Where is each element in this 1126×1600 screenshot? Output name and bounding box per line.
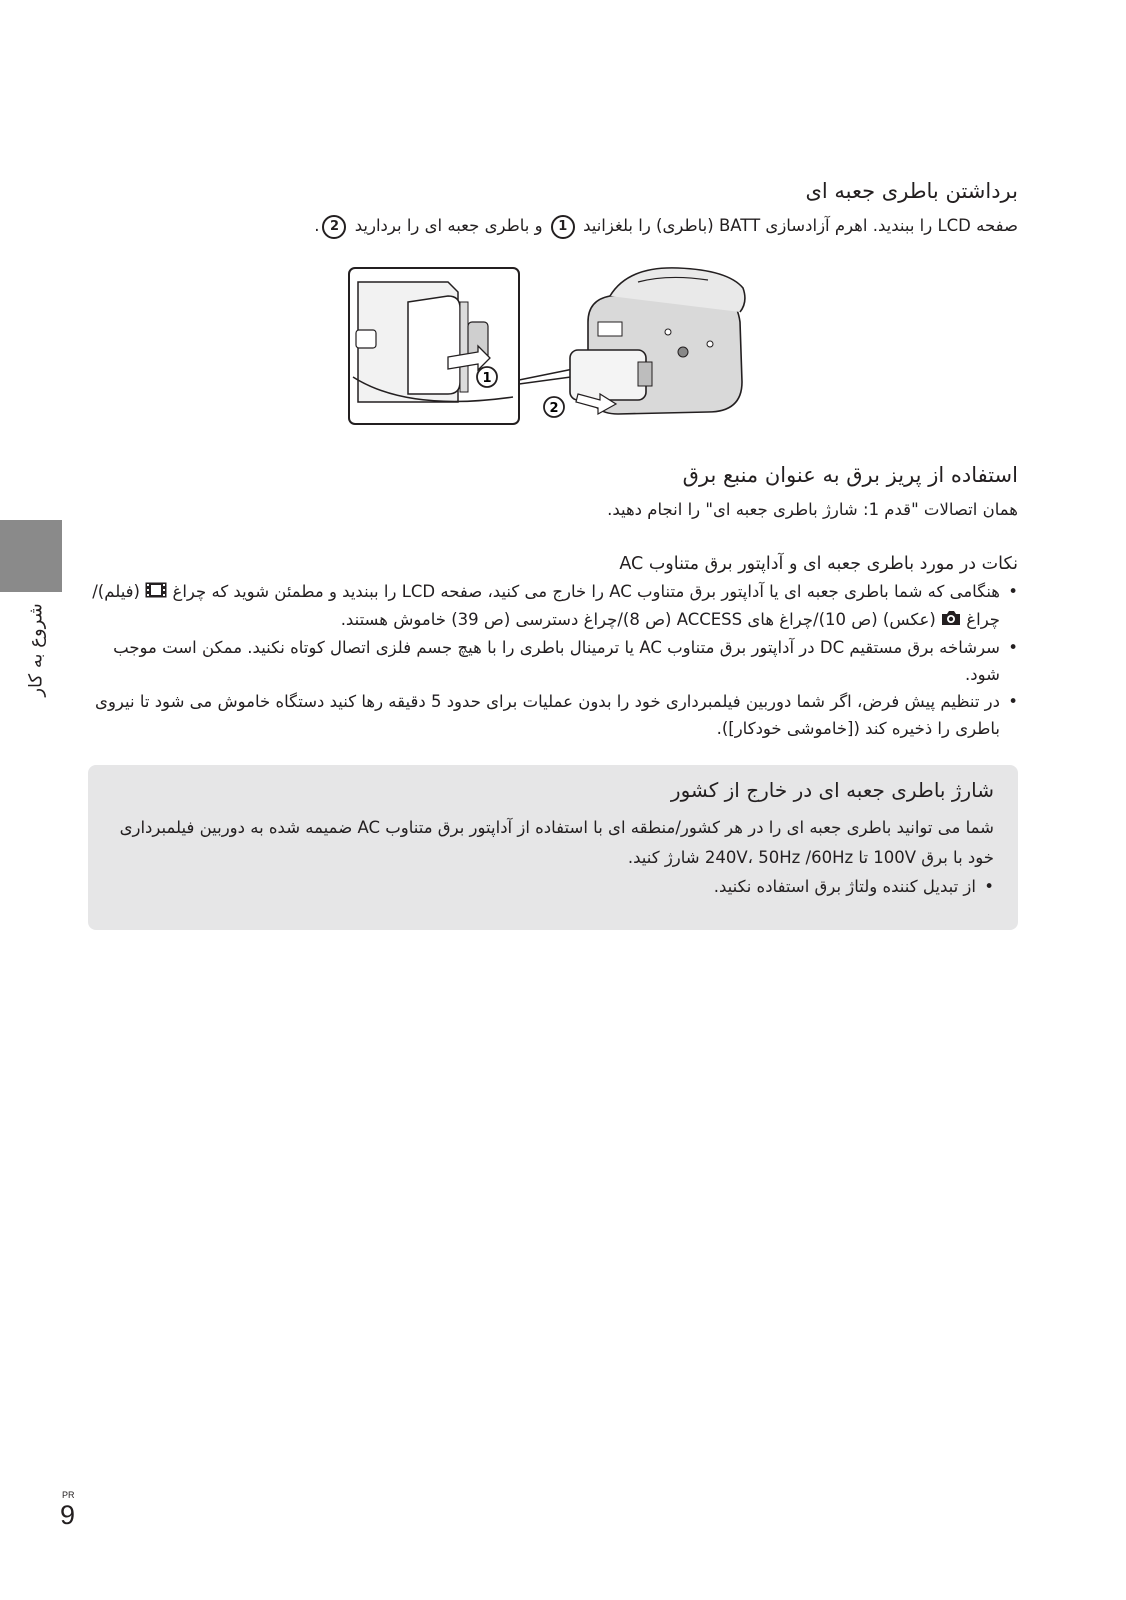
camera-icon	[941, 607, 961, 634]
svg-text:2: 2	[549, 401, 559, 416]
wall-outlet-title: استفاده از پریز برق به عنوان منبع برق	[682, 463, 1018, 487]
page-language-code: PR	[62, 1490, 75, 1500]
remove-battery-instruction	[92, 212, 1018, 239]
svg-text:1: 1	[482, 371, 492, 386]
film-icon	[145, 579, 167, 606]
section-side-tab	[0, 520, 62, 592]
instruction-end: .	[314, 216, 320, 235]
instruction-part2: و باطری جعبه ای را بردارید	[354, 216, 543, 235]
abroad-title: شارژ باطری جعبه ای در خارج از کشور	[670, 778, 994, 802]
page-number: 9	[60, 1500, 76, 1530]
instruction-part1: صفحه LCD را ببندید. اهرم آزادسازی BATT (باطری) را بلغزانید	[583, 216, 1018, 235]
notes-title: نکات در مورد باطری جعبه ای و آداپتور برق متناوب AC	[619, 554, 1018, 574]
remove-battery-title: برداشتن باطری جعبه ای	[805, 179, 1018, 203]
step-2-marker: 2	[322, 215, 346, 239]
note-item: • سرشاخه برق مستقیم DC در آداپتور برق متناوب AC یا ترمینال باطری را با هیچ جسم فلزی اتصال کوتاه نکنید. ممکن است موجب شود.	[92, 634, 1018, 688]
abroad-list	[112, 873, 994, 900]
camera-battery	[570, 350, 646, 400]
remove-battery-section	[92, 176, 1018, 239]
side-tab-label: شروع به کار	[25, 603, 47, 697]
abroad-text: شما می توانید باطری جعبه ای را در هر کشور/منطقه ای با استفاده از آداپتور برق متناوب AC ضمیمه شده به دوربین فیلمبرداری خود با برق 100V تا 240V، 50Hz /60Hz شارژ کنید.	[119, 818, 994, 867]
wall-outlet-text: همان اتصالات "قدم 1: شارژ باطری جعبه ای" را انجام دهید.	[607, 500, 1018, 519]
wall-outlet-section	[92, 460, 1018, 523]
abroad-note: • از تبدیل کننده ولتاژ برق استفاده نکنید.	[112, 873, 994, 900]
note-item: • در تنظیم پیش فرض، اگر شما دوربین فیلمبرداری خود را بدون عملیات برای حدود 5 دقیقه رها کنید دستگاه خاموش می شود تا نیروی باطری را ذخیره کند ([خاموشی خودکار]).	[92, 688, 1018, 742]
notes-section	[92, 550, 1018, 742]
notes-list	[92, 578, 1018, 742]
charging-abroad-box	[88, 765, 1018, 930]
battery-removal-illustration	[348, 262, 768, 432]
step-1-marker: 1	[551, 215, 575, 239]
note-item: • هنگامی که شما باطری جعبه ای یا آداپتور برق متناوب AC را خارج می کنید، صفحه LCD را ببندید و مطمئن شوید که چراغ (فیلم)/ چراغ (عکس) (ص 10)/چراغ های ACCESS (ص 8)/چراغ دسترسی (ص 39) خاموش هستند.	[92, 578, 1018, 634]
